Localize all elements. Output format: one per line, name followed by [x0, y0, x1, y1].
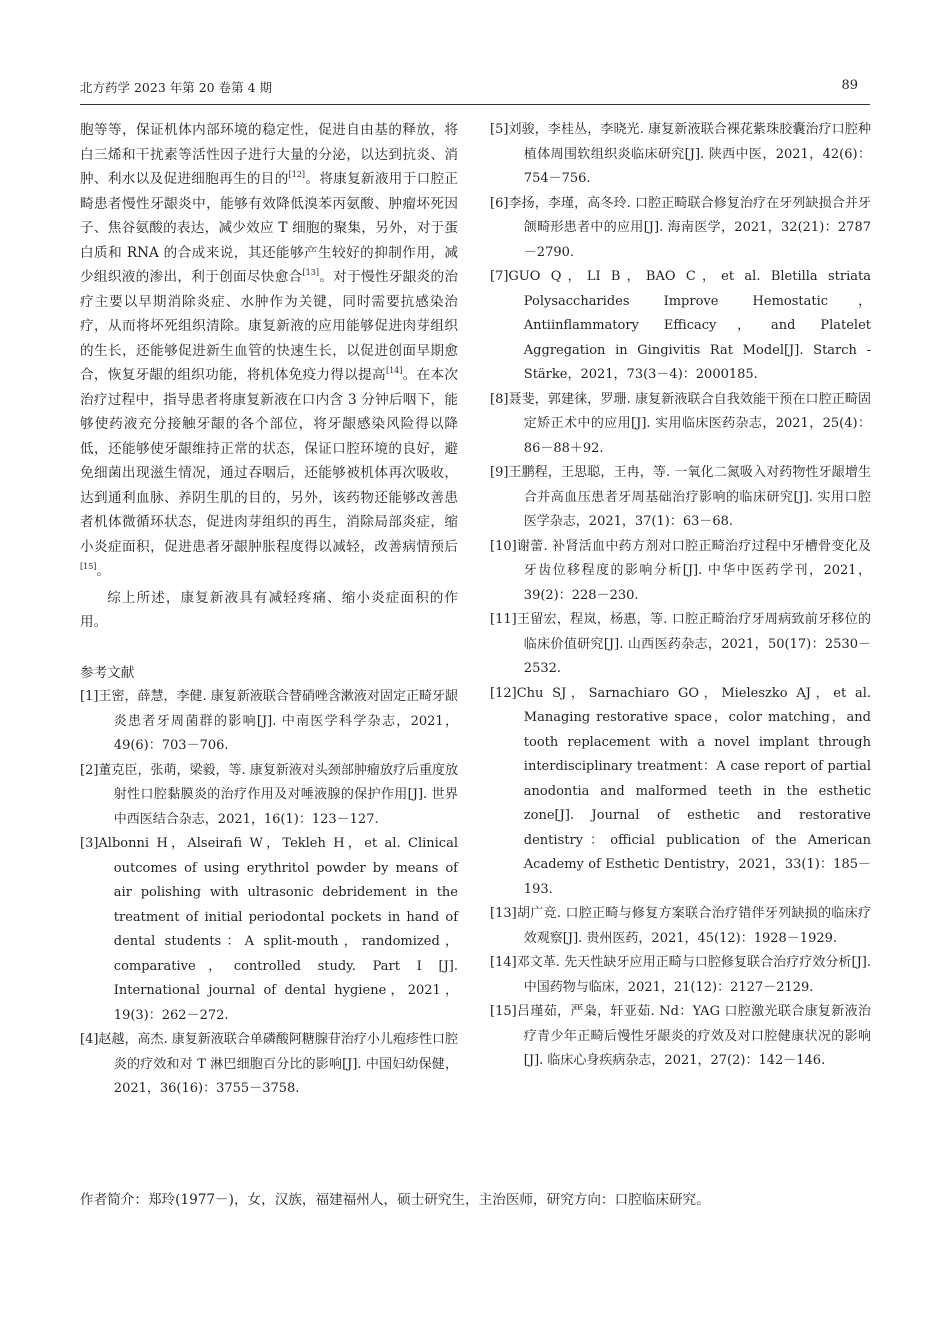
ref-number: [10]	[490, 538, 517, 554]
para1-part-e: 。	[96, 563, 111, 579]
ref-number: [1]	[80, 689, 99, 704]
reference-item	[490, 902, 871, 951]
reference-item	[490, 1000, 871, 1074]
ref-text: 赵越，高杰. 康复新液联合单磷酸阿糖腺苷治疗小儿疱疹性口腔炎的疗效和对 T 淋巴细胞百分比的影响[J]. 中国妇幼保健，2021，36(16)：3755－3758.	[98, 1032, 458, 1096]
ref-text: 谢蕾. 补肾活血中药方剂对口腔正畸治疗过程中牙槽骨变化及牙齿位移程度的影响分析[J]. 中华中医药学刊，2021，39(2)：228－230.	[516, 538, 871, 603]
body-paragraph-1	[80, 118, 458, 584]
header-divider	[80, 104, 870, 105]
ref-number: [13]	[490, 906, 517, 921]
citation-13: [13]	[302, 268, 319, 277]
ref-number: [5]	[490, 122, 509, 137]
page-header	[80, 78, 870, 102]
para1-part-d: 。在本次治疗过程中，指导患者将康复新液在口内含 3 分钟后咽下，能够使药液充分接触牙龈的各个部位，将牙龈感染风险得以降低，还能够使牙龈维持正常的状态，保证口腔环境的良好，避免细菌出现滋生情况，通过吞咽后，还能够被机体再次吸收，达到通利血脉、养阴生肌的目的，另外，该药物还能够改善患者机体微循环状态，促进肉芽组织的再生，消除局部炎症，缩小炎症面积，促进患者牙龈肿胀程度得以减轻，改善病情预后	[80, 367, 459, 555]
page-number: 89	[841, 78, 858, 93]
ref-text: 王鹏程，王思聪，王冉，等. 一氧化二氮吸入对药物性牙龈增生合并高血压患者牙周基础治疗影响的临床研究[J]. 实用口腔医学杂志，2021，37(1)：63－68.	[508, 465, 871, 529]
ref-number: [7]	[490, 269, 509, 284]
ref-number: [15]	[490, 1004, 517, 1019]
reference-item	[490, 388, 871, 462]
reference-item	[490, 118, 871, 192]
reference-item	[490, 265, 871, 388]
references-title: 参考文献	[80, 664, 135, 681]
ref-text: 王密，薛慧，李健. 康复新液联合替硝唑含漱液对固定正畸牙龈炎患者牙周菌群的影响[J]. 中南医学科学杂志，2021，49(6)：703－706.	[98, 689, 458, 753]
reference-item	[80, 685, 458, 759]
reference-item	[490, 682, 871, 903]
ref-number: [9]	[490, 465, 509, 480]
body-paragraph-2: 综上所述，康复新液具有减轻疼痛、缩小炎症面积的作用。	[80, 589, 458, 630]
ref-text: 聂斐，郭建徕，罗珊. 康复新液联合自我效能干预在口腔正畸固定矫正术中的应用[J]. 实用临床医药杂志，2021，25(4)：86－88＋92.	[508, 391, 871, 456]
author-note: 作者简介：郑玲(1977－)，女，汉族，福建福州人，硕士研究生，主治医师，研究方向：口腔临床研究。	[80, 1192, 710, 1208]
ref-text: 董克臣，张萌，梁毅，等. 康复新液对头颈部肿瘤放疗后重度放射性口腔黏膜炎的治疗作用及对唾液腺的保护作用[J]. 世界中西医结合杂志，2021，16(1)：123－127.	[98, 762, 458, 827]
ref-number: [8]	[490, 391, 509, 407]
left-column	[80, 118, 458, 1102]
ref-text: GUO Q，LI B，BAO C，et al. Bletilla striata Polysaccharides Improve Hemostatic，Antiinflammatory Efficacy，and Platelet Aggregation in Gingivitis Rat Model[J]. Starch -Stärke，2021，73(3－4)：2000185.	[508, 269, 871, 382]
reference-item	[490, 608, 871, 682]
para1-part-c: 。对于慢性牙龈炎的治疗主要以早期消除炎症、水肿作为关键，同时需要抗感染治疗，从而将坏死组织清除。康复新液的应用能够促进肉芽组织的生长，还能够促进新生血管的快速生长，以促进创面早期愈合，恢复牙龈的组织功能，将机体免疫力得以提高	[80, 269, 459, 383]
reference-item	[490, 192, 871, 266]
reference-item	[80, 832, 458, 1028]
reference-item	[490, 951, 871, 1000]
ref-text: 胡广竞. 口腔正畸与修复方案联合治疗错伴牙列缺损的临床疗效观察[J]. 贵州医药，2021，45(12)：1928－1929.	[516, 906, 871, 946]
citation-14: [14]	[385, 366, 403, 375]
ref-text: 刘骏，李桂丛，李晓光. 康复新液联合裸花紫珠胶囊治疗口腔种植体周围软组织炎临床研究[J]. 陕西中医，2021，42(6)：754－756.	[508, 122, 871, 186]
para1-part-a: 胞等等，保证机体内部环境的稳定性，促进自由基的释放，将白三烯和干扰素等活性因子进行大量的分泌，以达到抗炎、消肿、利水以及促进细胞再生的目的	[80, 122, 458, 187]
ref-number: [14]	[490, 955, 517, 970]
ref-text: Albonni H，Alseirafi W，Tekleh H，et al. Clinical outcomes of using erythritol powder by means of air polishing with ultrasonic debridement in the treatment of initial periodontal pockets in hand of dental students：A split-mouth，randomized，comparative，controlled study. Part I [J]. International journal of dental hygiene，2021，19(3)：262－272.	[98, 836, 458, 1023]
reference-item	[80, 1028, 458, 1102]
reference-item	[490, 461, 871, 535]
ref-number: [3]	[80, 836, 99, 851]
ref-text: 李扬，李瑾，高冬玲. 口腔正畸联合修复治疗在牙列缺损合并牙颌畸形患者中的应用[J]. 海南医学，2021，32(21)：2787－2790.	[508, 195, 871, 260]
right-column	[490, 118, 871, 1074]
ref-text: Chu SJ，Sarnachiaro GO，Mieleszko AJ，et al. Managing restorative space，color matching，and tooth replacement with a novel implant through interdisciplinary treatment：A case report of partial anodontia and malformed teeth in the esthetic zone[J]. Journal of esthetic and restorative dentistry：official publication of the American Academy of Esthetic Dentistry，2021，33(1)：185－193.	[516, 685, 871, 897]
ref-text: 王留宏，程岚，杨惠，等. 口腔正畸治疗牙周病致前牙移位的临床价值研究[J]. 山西医药杂志，2021，50(17)：2530－2532.	[516, 612, 871, 676]
ref-number: [6]	[490, 195, 509, 211]
ref-number: [4]	[80, 1032, 99, 1047]
journal-title: 北方药学 2023 年第 20 卷第 4 期	[80, 80, 273, 95]
para1-part-b: 。将康复新液用于口腔正畸患者慢性牙龈炎中，能够有效降低溴苯丙氨酸、肿瘤坏死因子、焦谷氨酸的表达，减少效应 T 细胞的聚集，另外，对于蛋白质和 RNA 的合成来说，其还能够产生较好的抑制作用，减少组织液的渗出，利于创面尽快愈合	[80, 171, 459, 285]
citation-15: [15]	[80, 562, 97, 571]
ref-text: 邓文革. 先天性缺牙应用正畸与口腔修复联合治疗疗效分析[J]. 中国药物与临床，2021，21(12)：2127－2129.	[516, 955, 871, 995]
reference-item	[490, 535, 871, 609]
ref-number: [2]	[80, 762, 99, 778]
ref-text: 吕瑾茹，严枭，轩亚茹. Nd：YAG 口腔激光联合康复新液治疗青少年正畸后慢性牙龈炎的疗效及对口腔健康状况的影响[J]. 临床心身疾病杂志，2021，27(2)：142－146.	[516, 1004, 871, 1068]
reference-item	[80, 759, 458, 833]
ref-number: [12]	[490, 685, 517, 701]
citation-12: [12]	[288, 170, 306, 179]
ref-number: [11]	[490, 612, 517, 627]
